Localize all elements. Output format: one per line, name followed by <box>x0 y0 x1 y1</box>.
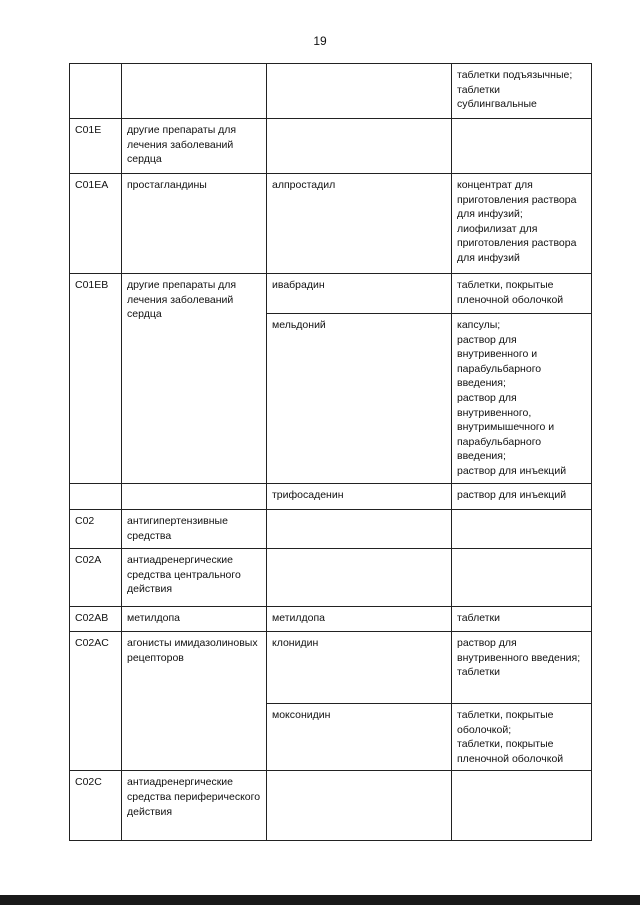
drug-list-table <box>69 63 592 841</box>
page-bottom-edge <box>0 895 640 905</box>
dosage-form-cell: таблетки <box>452 607 592 632</box>
table-row <box>70 274 592 314</box>
atc-code-cell: C02A <box>70 549 122 607</box>
dosage-form-cell: таблетки подъязычные; таблетки сублингвальные <box>452 64 592 119</box>
table-row <box>70 174 592 274</box>
table-row <box>70 549 592 607</box>
inn-cell: клонидин <box>267 632 452 704</box>
dosage-form-cell <box>452 549 592 607</box>
anatomical-group-cell <box>122 484 267 510</box>
inn-cell <box>267 771 452 841</box>
table-row <box>70 771 592 841</box>
atc-code-cell <box>70 484 122 510</box>
table-row <box>70 64 592 119</box>
page-number: 19 <box>313 34 327 48</box>
inn-cell: алпростадил <box>267 174 452 274</box>
inn-cell <box>267 510 452 549</box>
dosage-form-cell: концентрат для приготовления раствора для инфузий; лиофилизат для приготовления раствора для инфузий <box>452 174 592 274</box>
anatomical-group-cell <box>122 64 267 119</box>
inn-cell <box>267 549 452 607</box>
atc-code-cell: C01E <box>70 119 122 174</box>
anatomical-group-cell: агонисты имидазолиновых рецепторов <box>122 632 267 771</box>
dosage-form-cell: раствор для инъекций <box>452 484 592 510</box>
anatomical-group-cell: другие препараты для лечения заболеваний сердца <box>122 119 267 174</box>
anatomical-group-cell: метилдопа <box>122 607 267 632</box>
atc-code-cell: C02 <box>70 510 122 549</box>
dosage-form-cell <box>452 771 592 841</box>
table-row <box>70 510 592 549</box>
inn-cell <box>267 119 452 174</box>
dosage-form-cell: капсулы; раствор для внутривенного и парабульбарного введения; раствор для внутривенного, внутримышечного и парабульбарного введения; раствор для инъекций <box>452 314 592 484</box>
table-row <box>70 632 592 704</box>
inn-cell: мельдоний <box>267 314 452 484</box>
inn-cell: моксонидин <box>267 704 452 771</box>
dosage-form-cell <box>452 119 592 174</box>
inn-cell: ивабрадин <box>267 274 452 314</box>
atc-code-cell: C02C <box>70 771 122 841</box>
dosage-form-cell: раствор для внутривенного введения; таблетки <box>452 632 592 704</box>
dosage-form-cell: таблетки, покрытые пленочной оболочкой <box>452 274 592 314</box>
inn-cell: метилдопа <box>267 607 452 632</box>
atc-code-cell: C02AB <box>70 607 122 632</box>
anatomical-group-cell: другие препараты для лечения заболеваний сердца <box>122 274 267 484</box>
table-row <box>70 119 592 174</box>
inn-cell <box>267 64 452 119</box>
inn-cell: трифосаденин <box>267 484 452 510</box>
anatomical-group-cell: антиадренергические средства центрального действия <box>122 549 267 607</box>
dosage-form-cell <box>452 510 592 549</box>
atc-code-cell: C01EA <box>70 174 122 274</box>
anatomical-group-cell: простагландины <box>122 174 267 274</box>
table-row <box>70 607 592 632</box>
anatomical-group-cell: антиадренергические средства периферического действия <box>122 771 267 841</box>
dosage-form-cell: таблетки, покрытые оболочкой; таблетки, покрытые пленочной оболочкой <box>452 704 592 771</box>
atc-code-cell <box>70 64 122 119</box>
table-row <box>70 484 592 510</box>
atc-code-cell: C02AC <box>70 632 122 771</box>
anatomical-group-cell: антигипертензивные средства <box>122 510 267 549</box>
atc-code-cell: C01EB <box>70 274 122 484</box>
